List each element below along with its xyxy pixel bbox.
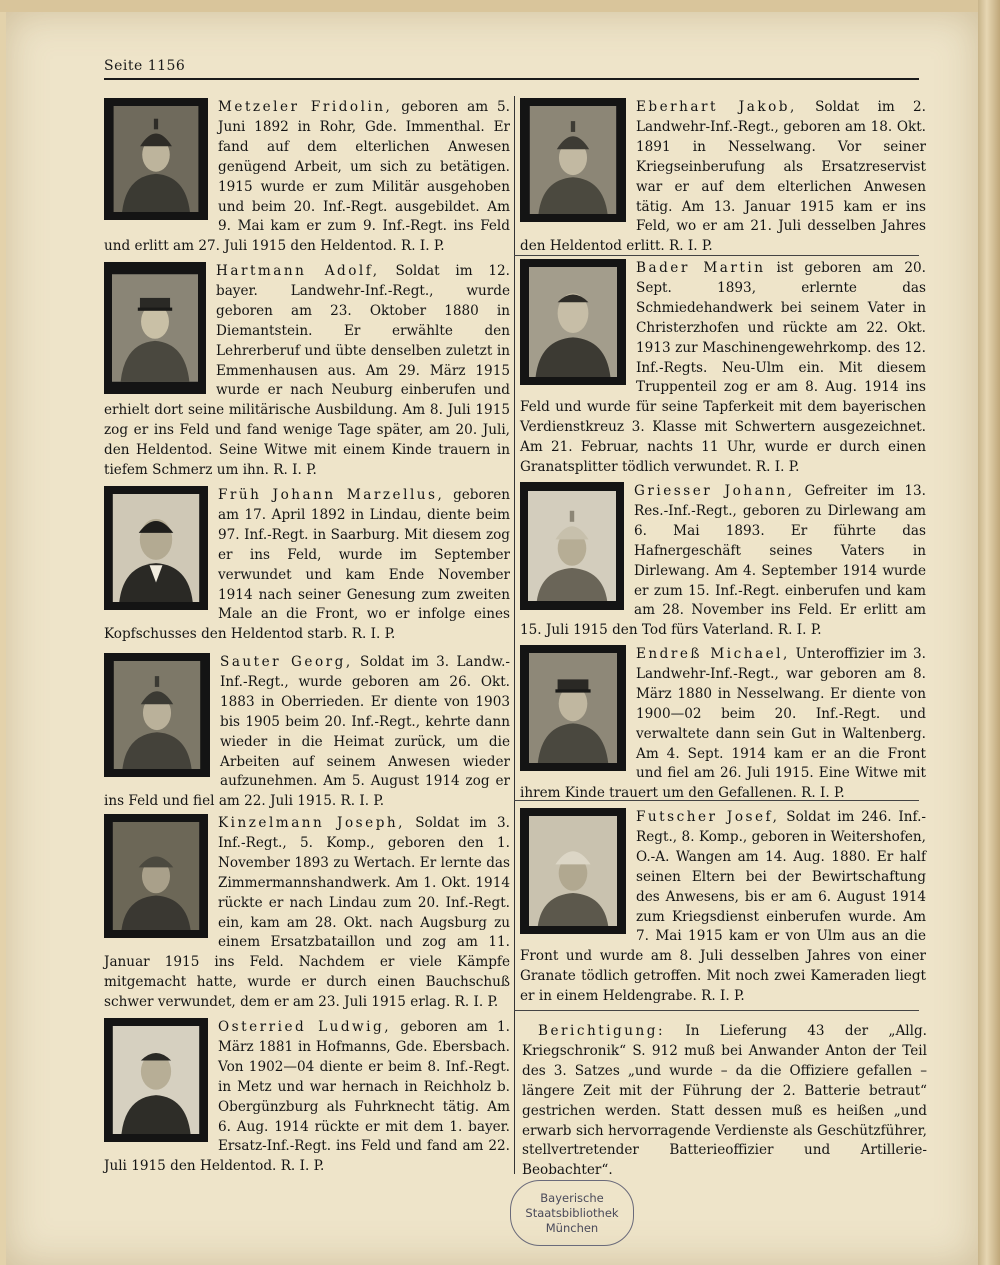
library-stamp: Bayerische Staatsbibliothek München xyxy=(510,1180,634,1246)
separator xyxy=(514,1010,919,1011)
obituary-entry: Hartmann Adolf, Soldat im 12. bayer. Landwehr-Inf.-Regt., wurde geboren am 23. Oktober 1880 in Diemantstein. Er erwählte den Lehrerberuf und übte denselben zuletzt in Emmenhausen aus. Am 29. März 1915 wurde er nach Neuburg einberufen und erhielt dort seine militärische Ausbildung. Am 8. Juli 1915 zog er ins Feld und fand wenige Tage später, am 20. Juli, den Heldentod. Seine Witwe mit einem Kinde trauern in tiefem Schmerz um ihn. R. I. P. xyxy=(104,263,510,479)
obituary-entry: Eberhart Jakob, Soldat im 2. Landwehr-Inf.-Regt., geboren am 18. Okt. 1891 in Nesselwang. Vor seiner Kriegseinberufung als Ersatzreservist war er auf dem elterlichen Anwesen tätig. Am 13. Januar 1915 kam er ins Feld, wo er am 21. Juli desselben Jahres den Heldentod erlitt. R. I. P. xyxy=(520,99,926,255)
obituary-entry: Osterried Ludwig, geboren am 1. März 1881 in Hofmanns, Gde. Ebersbach. Von 1902—04 diente er beim 8. Inf.-Regt. in Metz und war hernach in Reichholz b. Obergünzburg als Fuhrknecht tätig. Am 6. Aug. 1914 rückte er mit dem 1. bayer. Ersatz-Inf.-Regt. ins Feld und fand am 22. Juli 1915 den Heldentod. R. I. P. xyxy=(104,1019,511,1175)
civilian-portrait-icon xyxy=(104,486,208,610)
obituary-entry: Metzeler Fridolin, geboren am 5. Juni 1892 in Rohr, Gde. Immenthal. Er fand auf dem elterlichen Anwesen genügend Arbeit, um sich zu betätigen. 1915 wurde er zum Militär ausgehoben und beim 20. Inf.-Regt. ausgebildet. Am 9. Mai kam er zum 9. Inf.-Regt. ins Feld und erlitt am 27. Juli 1915 den Heldentod. R. I. P. xyxy=(104,99,511,255)
obituary-entry: Sauter Georg, Soldat im 3. Landw.-Inf.-Regt., wurde geboren am 26. Okt. 1883 in Oberrieden. Er diente von 1903 bis 1905 beim 20. Inf.-Regt., kehrte dann wieder in die Heimat zurück, um die Arbeiten auf seinem Anwesen wieder aufzunehmen. Am 5. August 1914 zog er ins Feld und fiel am 22. Juli 1915. R. I. P. xyxy=(104,654,511,810)
page-edge xyxy=(978,0,1000,1265)
soldier-portrait-icon xyxy=(104,1018,208,1142)
obituary-entry: Futscher Josef, Soldat im 246. Inf.-Regt., 8. Komp., geboren in Weitershofen, O.-A. Wangen am 14. Aug. 1880. Er half seinen Eltern bei der Bewirtschaftung des Anwesens, bis er am 6. August 1914 zum Kriegsdienst einberufen wurde. Am 7. Mai 1915 kam er von Ulm aus an die Front und wurde am 8. Juli desselben Jahres von einer Granate tödlich getroffen. Mit noch zwei Kameraden liegt er in einem Heldengrabe. R. I. P. xyxy=(520,809,926,1005)
soldier-portrait-icon xyxy=(520,645,626,771)
soldier-portrait-icon xyxy=(520,259,626,385)
page-number: Seite 1156 xyxy=(104,58,186,74)
soldier-portrait-icon xyxy=(104,98,208,220)
soldier-portrait-icon xyxy=(104,653,210,777)
obituary-entry: Früh Johann Marzellus, geboren am 17. April 1892 in Lindau, diente beim 97. Inf.-Regt. in Saarburg. Mit diesem zog er ins Feld, wurde im September verwundet und kam Ende November 1914 nach seiner Genesung zum zweiten Male an die Front, wo er infolge eines Kopfschusses den Heldentod starb. R. I. P. xyxy=(104,487,510,643)
correction-notice: Berichtigung: In Lieferung 43 der „Allg. Kriegschronik“ S. 912 muß bei Anwander Anton der Teil des 3. Satzes „und wurde – da die Offiziere gefallen – längere Zeit mit der Führung der 2. Batterie betraut“ gestrichen werden. Statt dessen muß es heißen „und erwarb sich hervorragende Verdienste als Geschützführer, stellvertretender Batterieoffizier und Artillerie-Beobachter“. xyxy=(522,1023,927,1179)
obituary-entry: Griesser Johann, Gefreiter im 13. Res.-Inf.-Regt., geboren zu Dirlewang am 6. Mai 1893. Er führte das Hafnergeschäft seines Vaters in Dirlewang. Am 4. September 1914 wurde er zum 15. Inf.-Regt. einberufen und kam am 28. November ins Feld. Er erlitt am 15. Juli 1915 den Tod fürs Vaterland. R. I. P. xyxy=(520,483,926,639)
soldier-portrait-icon xyxy=(520,808,626,934)
obituary-entry: Kinzelmann Joseph, Soldat im 3. Inf.-Regt., 5. Komp., geboren den 1. November 1893 zu Wertach. Er lernte das Zimmermannshandwerk. Am 1. Okt. 1914 rückte er nach Lindau zum 20. Inf.-Regt. ein, kam am 28. Okt. nach Augsburg zu einem Ersatzbataillon und zog am 11. Januar 1915 ins Feld. Nachdem er viele Kämpfe mitgemacht hatte, wurde er durch einen Bauchschuß schwer verwundet, dem er am 23. Juli 1915 erlag. R. I. P. xyxy=(104,815,510,1011)
header-rule xyxy=(104,78,919,80)
obituary-entry: Endreß Michael, Unteroffizier im 3. Landwehr-Inf.-Regt., war geboren am 8. März 1880 in Nesselwang. Er diente von 1900—02 beim 20. Inf.-Regt. und verwaltete dann sein Gut in Waltenberg. Am 4. Sept. 1914 kam er an die Front und fiel am 26. Juli 1915. Eine Witwe mit ihrem Kinde trauert um den Gefallenen. R. I. P. xyxy=(520,646,926,802)
soldier-portrait-icon xyxy=(520,98,626,222)
obituary-entry: Bader Martin ist geboren am 20. Sept. 1893, erlernte das Schmiedehandwerk bei seinem Vater in Christerzhofen und rückte am 22. Okt. 1913 zur Maschinengewehrkomp. des 12. Inf.-Regts. Neu-Ulm ein. Mit diesem Truppenteil zog er am 8. Aug. 1914 ins Feld und wurde für seine Tapferkeit mit dem bayerischen Verdienstkreuz 3. Klasse mit Schwertern ausgezeichnet. Am 21. Februar, nachts 11 Uhr, wurde er durch einen Granatsplitter tödlich verwundet. R. I. P. xyxy=(520,260,926,476)
soldier-portrait-icon xyxy=(104,814,208,938)
column-divider xyxy=(514,96,515,1174)
soldier-portrait-icon xyxy=(520,482,624,610)
soldier-portrait-icon xyxy=(104,262,206,394)
